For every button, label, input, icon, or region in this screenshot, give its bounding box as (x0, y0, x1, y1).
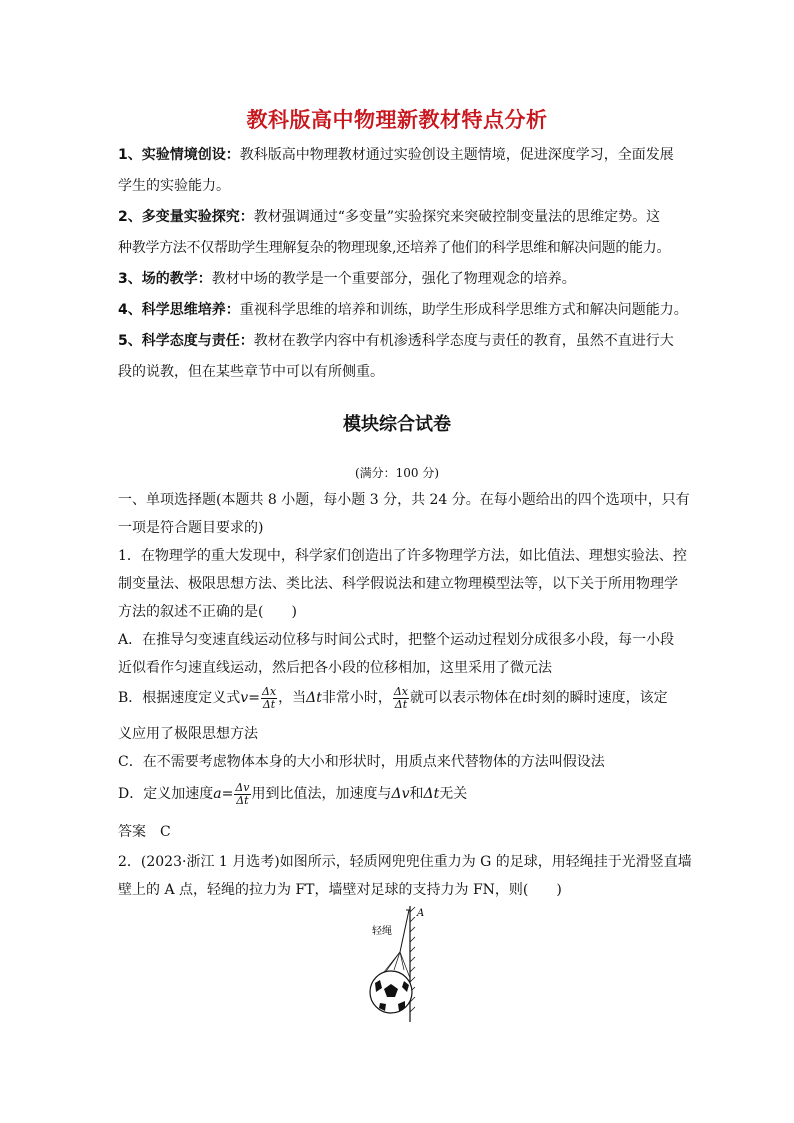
equals: = (248, 690, 260, 706)
q2-stem-cont: 壁上的 A 点，轻绳的拉力为 FT，墙壁对足球的支持力为 FN，则( ) (118, 882, 562, 898)
q1-option-a-cont: 近似看作匀速直线运动，然后把各小段的位移相加，这里采用了微元法 (118, 660, 552, 676)
feature-lead: 4、科学思维培养： (118, 302, 240, 318)
var-a: a (213, 786, 222, 802)
feature-2 (118, 202, 688, 264)
feature-text-cont: 种教学方法不仅帮助学生理解复杂的物理现象,还培养了他们的科学思维和解决问题的能力。 (118, 240, 671, 256)
frac-den: Δt (236, 793, 249, 807)
q1-option-d (118, 780, 698, 808)
section-heading-cont: 一项是符合题目要求的) (118, 520, 264, 536)
feature-lead: 1、实验情境创设： (118, 147, 240, 163)
feature-text: 重视科学思维的培养和训练，助学生形成科学思维方式和解决问题能力。 (239, 302, 688, 318)
feature-text: 教材强调通过“多变量”实验探究来突破控制变量法的思维定势。这 (253, 209, 661, 225)
equals: = (221, 786, 234, 802)
var-dt: Δt (306, 690, 322, 706)
q1-answer: 答案 C (118, 824, 171, 840)
frac-num: Δx (261, 684, 277, 698)
var-dv: Δv (391, 786, 410, 802)
feature-3 (118, 264, 688, 295)
feature-lead: 2、多变量实验探究： (118, 209, 254, 225)
point-a-label: A (417, 908, 425, 919)
fraction-dx-dt (393, 686, 409, 711)
frac-den: Δt (394, 697, 408, 711)
var-dt: Δt (423, 786, 440, 802)
q1-stem-cont: 制变量法、极限思想方法、类比法、科学假说法和建立物理模型法等，以下关于所用物理学 (118, 576, 678, 592)
q2-stem: 2．(2023·浙江 1 月选考)如图所示，轻质网兜兜住重力为 G 的足球，用轻绳挂于光滑竖直墙 (118, 854, 692, 870)
feature-text: 教科版高中物理教材通过实验创设主题情境，促进深度学习，全面发展 (239, 147, 674, 163)
feature-lead: 3、场的教学： (118, 271, 212, 287)
q1-option-a: A．在推导匀变速直线运动位移与时间公式时，把整个运动过程划分成很多小段，每一小段 (118, 632, 675, 648)
feature-text: 教材中场的教学是一个重要部分，强化了物理观念的培养。 (211, 271, 576, 287)
feature-lead: 5、科学态度与责任： (118, 333, 254, 349)
text: D．定义加速度 (118, 786, 214, 802)
var-t: t (522, 690, 528, 706)
q1-option-c: C．在不需要考虑物体本身的大小和形状时，用质点来代替物体的方法叫假设法 (118, 754, 605, 770)
football-diagram (360, 882, 450, 1022)
text: 和 (409, 786, 424, 802)
rope-label: 轻绳 (372, 926, 392, 937)
exam-title: 模块综合试卷 (343, 414, 451, 435)
feature-5 (118, 326, 688, 388)
text: 时刻的瞬时速度，该定 (527, 690, 668, 706)
section-heading: 一、单项选择题(本题共 8 小题，每小题 3 分，共 24 分。在每小题给出的四个选项中，只有 (118, 492, 690, 508)
frac-den: Δt (262, 697, 276, 711)
score-note: (满分：100 分) (354, 466, 440, 480)
feature-4 (118, 295, 688, 326)
q1-stem: 1．在物理学的重大发现中，科学家们创造出了许多物理学方法，如比值法、理想实验法、控 (118, 548, 687, 564)
q1-stem-end: 方法的叙述不正确的是( ) (118, 604, 297, 620)
frac-num: Δx (393, 684, 409, 698)
fraction-dv-dt (234, 782, 250, 807)
feature-1 (118, 140, 688, 202)
text: 非常小时， (321, 690, 392, 706)
q1-option-b-cont: 义应用了极限思想方法 (118, 726, 258, 742)
fraction-dx-dt (261, 686, 277, 711)
feature-text-cont: 学生的实验能力。 (118, 178, 230, 194)
text: ，当 (278, 690, 307, 706)
var-v: v (240, 690, 249, 706)
text: 无关 (439, 786, 468, 802)
football-on-wall-figure (360, 882, 450, 1022)
frac-num: Δv (235, 780, 250, 794)
page-title: 教科版高中物理新教材特点分析 (246, 108, 548, 132)
text: 就可以表示物体在 (410, 690, 523, 706)
feature-text: 教材在教学内容中有机渗透科学态度与责任的教育，虽然不直进行大 (253, 333, 674, 349)
rope (400, 910, 409, 952)
feature-text-cont: 段的说教，但在某些章节中可以有所侧重。 (118, 364, 384, 380)
q1-option-b (118, 684, 698, 712)
text: B．根据速度定义式 (118, 690, 241, 706)
text: 用到比值法，加速度与 (251, 786, 392, 802)
